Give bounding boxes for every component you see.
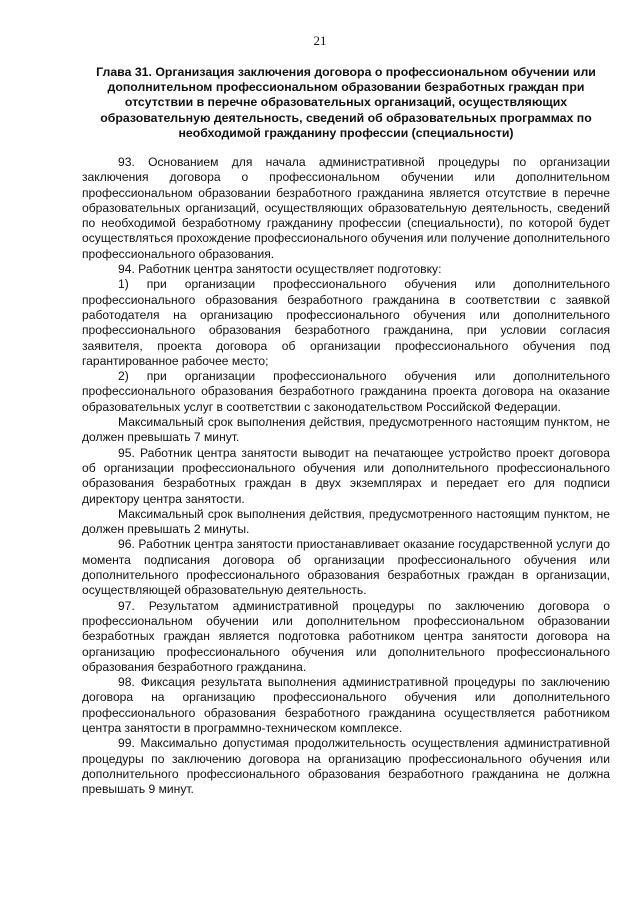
paragraph-93: 93. Основанием для начала административной процедуры по организации заключения договора о профессиональном обучении или дополнительном профессиональном образовании безработного гражданина является отсутствие в перечне образовательных организаций, осуществляющих образовательную деятельность, сведений по необходимой безработному гражданину профессии (специальности), по которой будет осуществляться прохождение профессионального обучения или получение дополнительного профессионального образования.: [82, 155, 610, 261]
paragraph-95: 95. Работник центра занятости выводит на печатающее устройство проект договора об организации профессионального обучения или дополнительного профессионального образования безработных граждан в двух экземплярах и передает его для подписи директору центра занятости.: [82, 445, 610, 506]
paragraph-94-item-2: 2) при организации профессионального обучения или дополнительного профессионального образования безработного гражданина проекта договора на оказание образовательных услуг в соответствии с законодательством Российской Федерации.: [82, 369, 610, 414]
paragraph-95-time-limit: Максимальный срок выполнения действия, предусмотренного настоящим пунктом, не должен превышать 2 минуты.: [82, 506, 610, 537]
paragraph-94-time-limit: Максимальный срок выполнения действия, предусмотренного настоящим пунктом, не должен превышать 7 минут.: [82, 415, 610, 445]
paragraph-97: 97. Результатом административной процедуры по заключению договора о профессиональном обучении или дополнительном профессиональном образовании безработных граждан является подготовка работником центра занятости договора на организацию профессионального обучения или дополнительного профессионального образования безработного гражданина.: [82, 598, 610, 674]
page-number: 21: [313, 33, 327, 48]
paragraph-96: 96. Работник центра занятости приостанавливает оказание государственной услуги до момента подписания договора об организации профессионального обучения или дополнительного профессионального образования безработных граждан в организации, осуществляющей образовательную деятельность.: [82, 537, 610, 598]
paragraph-98: 98. Фиксация результата выполнения административной процедуры по заключению договора на организацию профессионального обучения или дополнительного профессионального образования безработного гражданина осуществляется работником центра занятости в программно-техническом комплексе.: [82, 675, 610, 735]
paragraph-99: 99. Максимально допустимая продолжительность осуществления административной процедуры по заключению договора на организацию профессионального обучения или дополнительного профессионального образования безработного гражданина не должна превышать 9 минут.: [82, 736, 610, 797]
chapter-title: Глава 31. Организация заключения договора о профессиональном обучении или дополнительном профессиональном образовании безработных граждан при отсутствии в перечне образовательных организаций, осуществляющих образовательную деятельность, сведений об образовательных программах по необходимой гражданину профессии (специальности): [96, 65, 596, 140]
document-body: [82, 155, 610, 797]
paragraph-94: 94. Работник центра занятости осуществляет подготовку:: [118, 262, 442, 277]
paragraph-94-item-1: 1) при организации профессионального обучения или дополнительного профессионального образования безработного гражданина в соответствии с заявкой работодателя на организацию профессионального обучения или дополнительного профессионального образования безработного гражданина, при условии согласия заявителя, проекта договора об организации профессионального обучения под гарантированное рабочее место;: [82, 277, 610, 368]
